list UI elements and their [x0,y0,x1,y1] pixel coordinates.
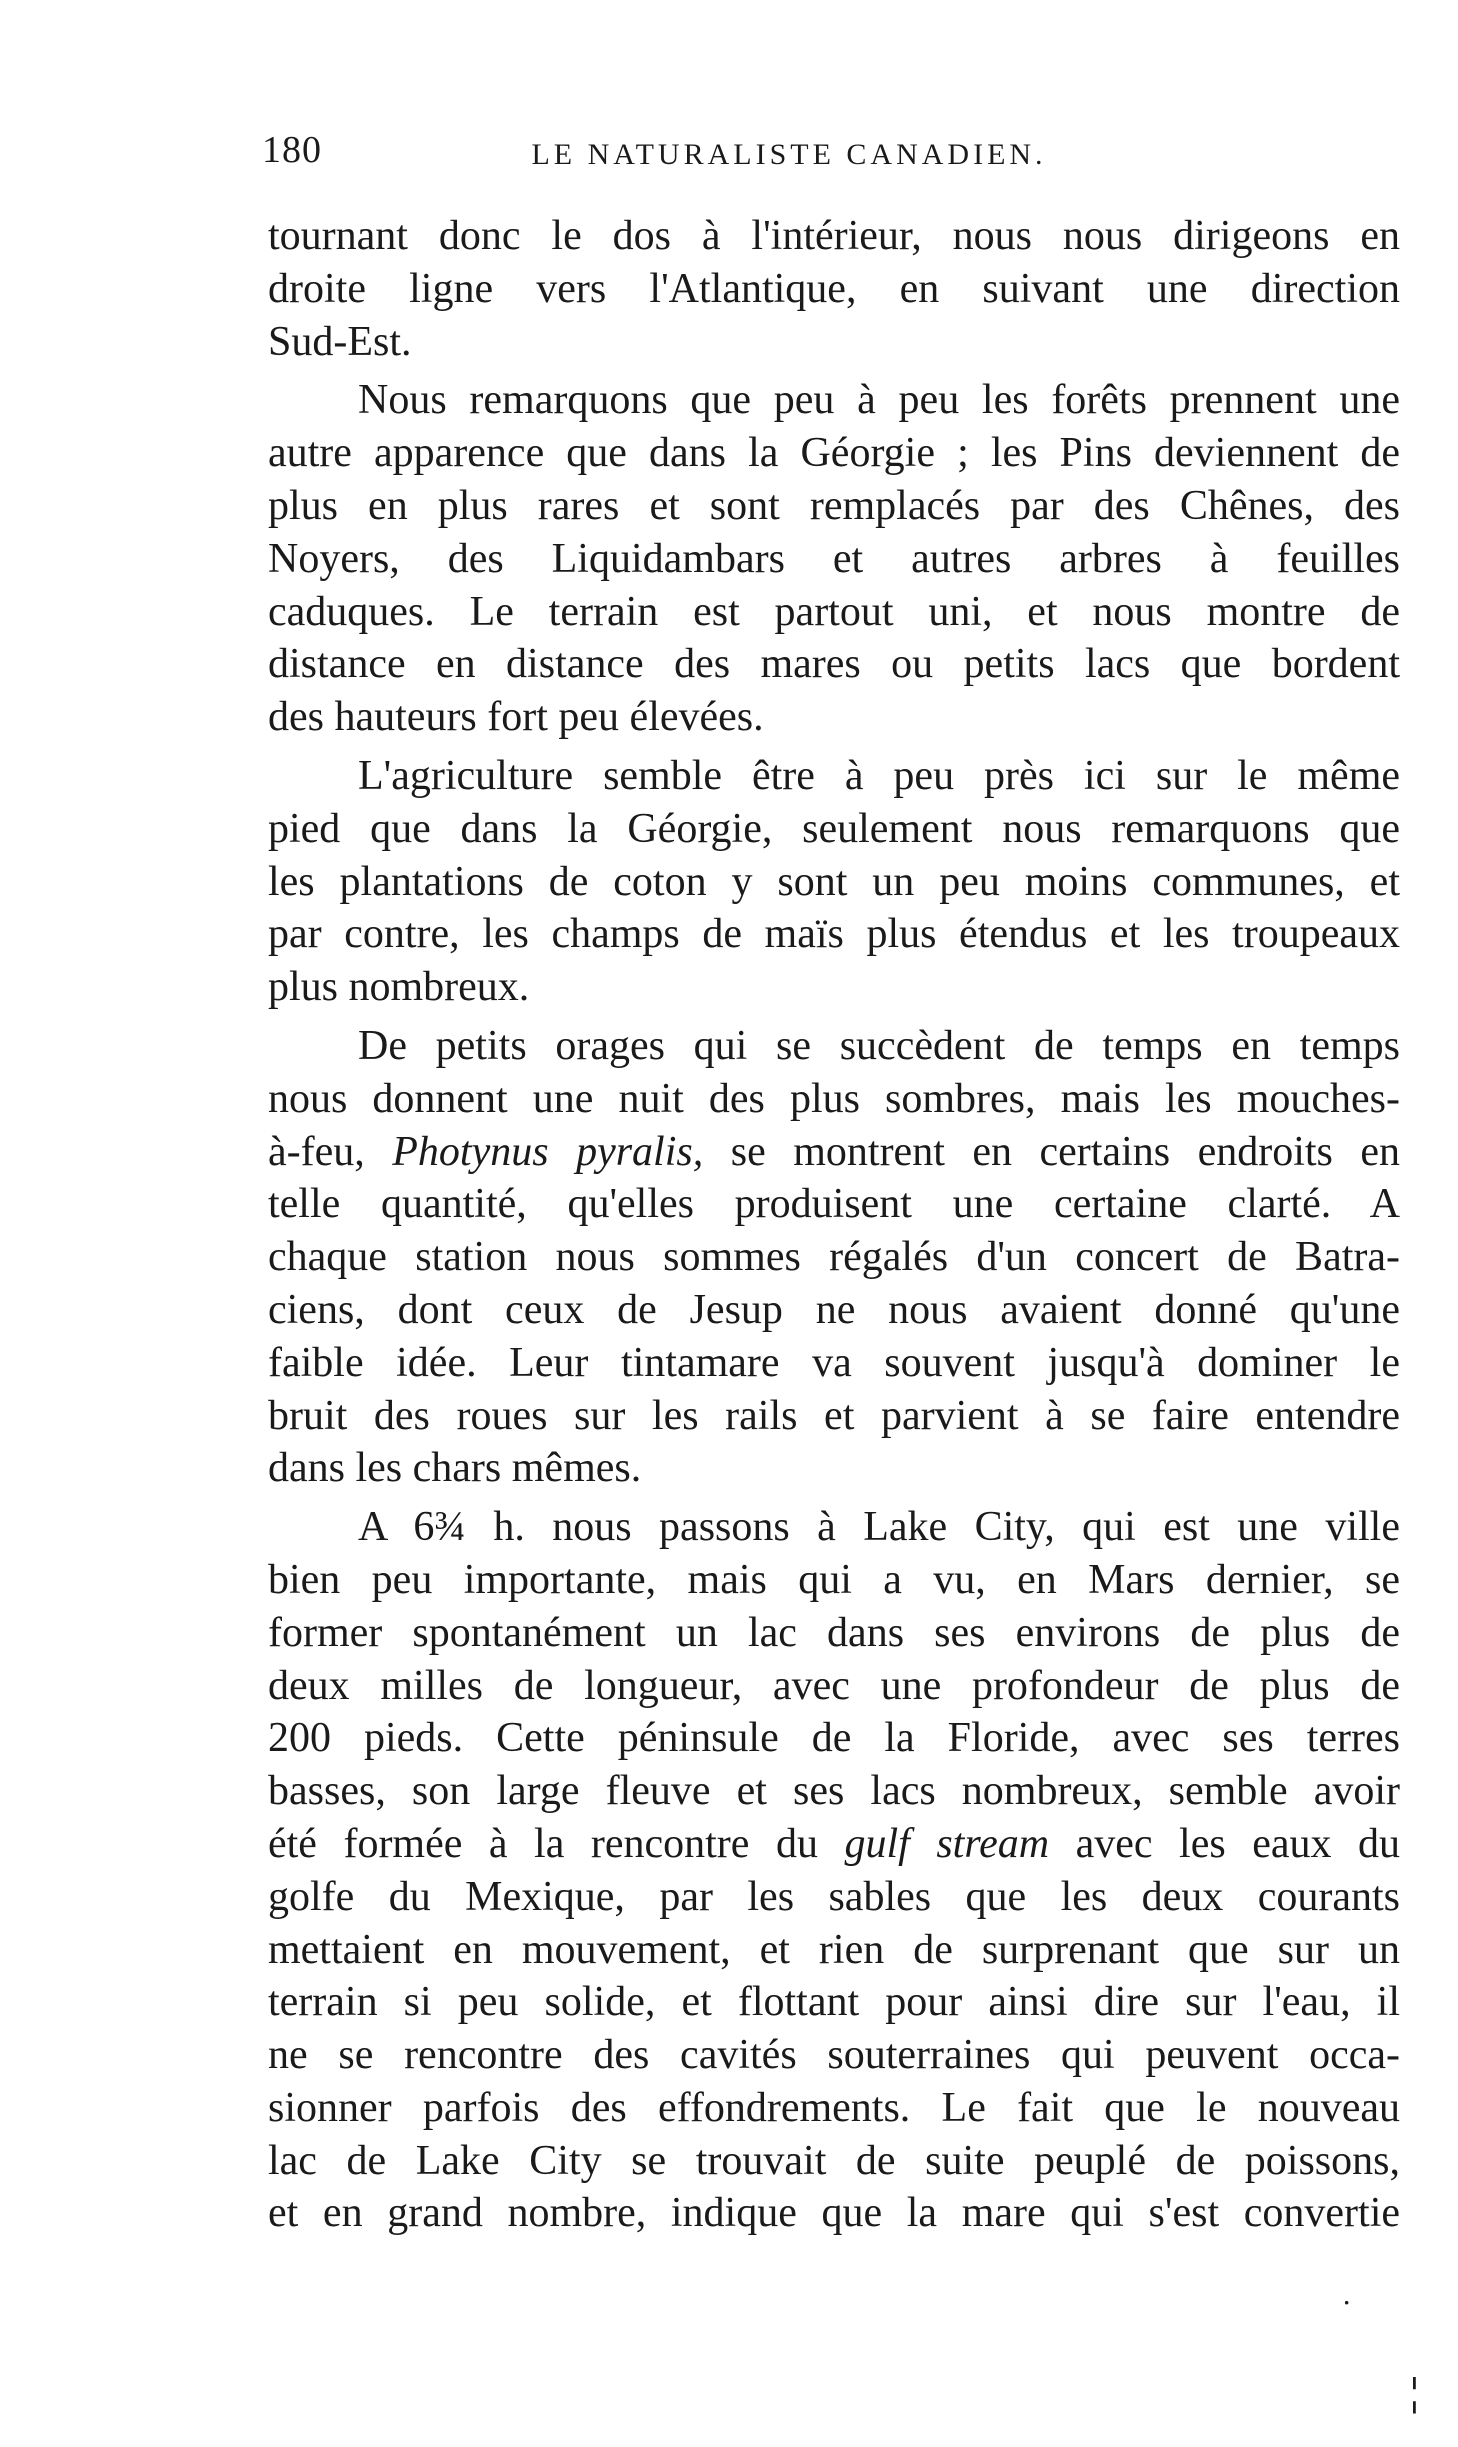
text-line: lac de Lake City se trouvait de suite peuplé de poissons, [268,2137,1400,2184]
running-head [0,138,1458,172]
text-line: ciens, dont ceux de Jesup ne nous avaient donné qu'une [268,1286,1400,1333]
text-line: Nous remarquons que peu à peu les forêts prennent une [358,377,1400,424]
text-segment: se montrent en certains endroits en [730,1128,1401,1175]
text-line: chaque station nous sommes régalés d'un concert de Batra- [268,1234,1400,1281]
text-line-with-italic [268,1126,1400,1179]
text-line: mettaient en mouvement, et rien de surprenant que sur un [268,1926,1400,1973]
text-line: nous donnent une nuit des plus sombres, mais les mouches- [268,1075,1400,1122]
text-line: pied que dans la Géorgie, seulement nous remarquons que [268,805,1400,852]
paragraph-3 [268,750,1400,1014]
text-line-with-italic [268,1818,1400,1871]
text-line: basses, son large fleuve et ses lacs nombreux, semble avoir [268,1768,1400,1815]
text-line: et en grand nombre, indique que la mare qui s'est convertie [268,2190,1400,2237]
text-segment: avec les eaux du [1075,1820,1400,1867]
paragraph-5 [268,1501,1400,2240]
body-text [268,210,1400,2240]
text-line: bien peu importante, mais qui a vu, en Mars dernier, se [268,1556,1400,1603]
text-line: sionner parfois des effondrements. Le fait que le nouveau [268,2084,1400,2131]
text-line: par contre, les champs de maïs plus étendus et les troupeaux [268,911,1400,958]
text-line: golfe du Mexique, par les sables que les deux courants [268,1873,1400,1920]
text-line: Sud-Est. [268,318,412,365]
text-line: De petits orages qui se succèdent de temps en temps [358,1022,1400,1069]
text-line: tournant donc le dos à l'intérieur, nous nous dirigeons en [268,213,1400,259]
text-line: 200 pieds. Cette péninsule de la Floride, avec ses terres [268,1715,1400,1762]
margin-bar: ¦ [1410,2369,1419,2414]
text-line: les plantations de coton y sont un peu moins communes, et [268,858,1400,905]
italic-term: gulf stream [844,1820,1050,1867]
text-line: droite ligne vers l'Atlantique, en suivant une direction [268,265,1400,312]
paragraph-1 [268,210,1400,368]
text-line: L'agriculture semble être à peu près ici sur le même [358,752,1400,799]
text-line: distance en distance des mares ou petits lacs que bordent [268,641,1400,688]
text-line: ne se rencontre des cavités souterraines qui peuvent occa- [268,2032,1400,2079]
text-line: des hauteurs fort peu élevées. [268,694,764,741]
text-line: terrain si peu solide, et flottant pour ainsi dire sur l'eau, il [268,1979,1400,2026]
paragraph-2 [268,374,1400,744]
text-line: telle quantité, qu'elles produisent une certaine clarté. A [268,1181,1400,1228]
text-line: Noyers, des Liquidambars et autres arbres à feuilles [268,535,1400,582]
page-number: 180 [262,129,322,171]
text-line: dans les chars mêmes. [268,1445,642,1492]
text-line: A 6¾ h. nous passons à Lake City, qui est une ville [358,1504,1400,1551]
text-segment: à-feu, [268,1128,365,1175]
running-title: LE NATURALISTE CANADIEN. [531,138,1047,171]
text-line: faible idée. Leur tintamare va souvent jusqu'à dominer le [268,1339,1400,1386]
text-line: caduques. Le terrain est partout uni, et nous montre de [268,588,1400,635]
text-line: autre apparence que dans la Géorgie ; les Pins deviennent de [268,430,1400,477]
margin-dot: · [1343,2290,1351,2315]
text-line: former spontanément un lac dans ses environs de plus de [268,1609,1400,1656]
paragraph-4 [268,1020,1400,1495]
text-line: bruit des roues sur les rails et parvient à se faire entendre [268,1392,1400,1439]
text-line: plus en plus rares et sont remplacés par des Chênes, des [268,482,1400,529]
text-line: deux milles de longueur, avec une profondeur de plus de [268,1662,1400,1709]
text-segment: été formée à la rencontre du [268,1820,818,1867]
text-line: plus nombreux. [268,964,530,1011]
italic-species-name: Photynus pyralis, [392,1128,704,1175]
